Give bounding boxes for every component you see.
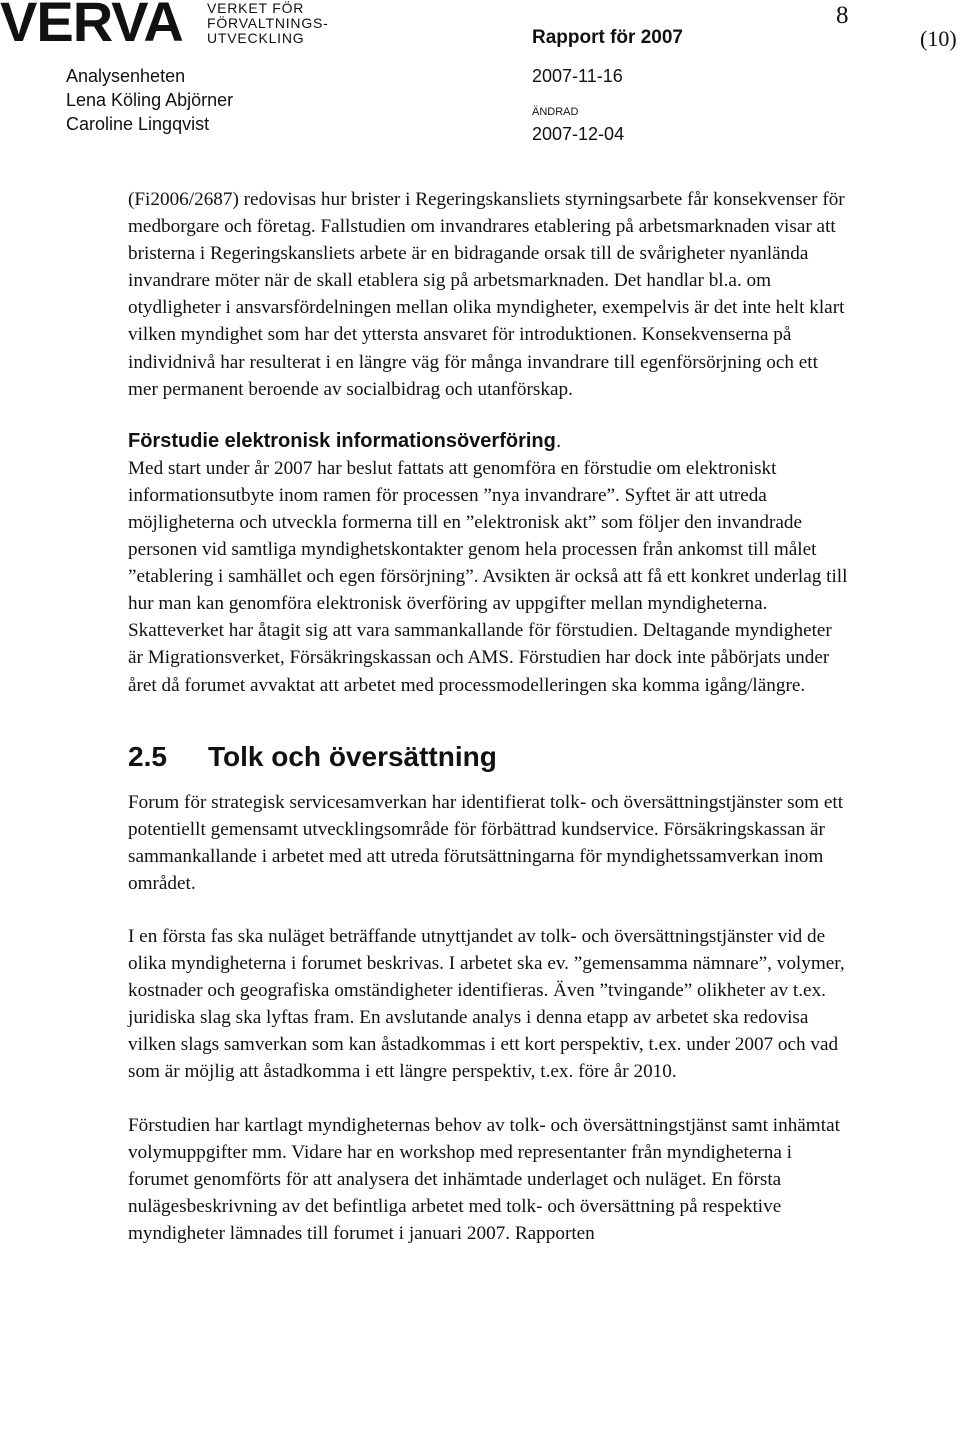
chapter-heading	[128, 739, 850, 775]
paragraph-4: I en första fas ska nuläget beträffande utnyttjandet av tolk- och översättningstjänster vid de olika myndigheterna i forumet beskrivas. I arbetet ska ev. ”gemensamma nämnare”, volymer, kostnader och geografiska omständigheter identifieras. Även ”tvingande” olikheter av t.ex. juridiska slag ska lyftas fram. En avslutande analys i denna etapp av arbetet ska redovisa vilken slags samverkan som kan åstadkommas i ett kort perspektiv, t.ex. under 2007 och vad som är möjlig att åstadkomma i ett längre perspektiv, t.ex. före år 2010.	[128, 925, 845, 1083]
section-heading-forstudie	[128, 427, 850, 455]
report-title: Rapport för 2007	[532, 27, 683, 48]
changed-label: ÄNDRAD	[532, 106, 579, 118]
logo-line-3: UTVECKLING	[207, 30, 305, 46]
verva-logo	[0, 0, 360, 52]
section-heading-text: Förstudie elektronisk informationsöverföring	[128, 429, 556, 452]
logo-line-2: FÖRVALTNINGS-	[207, 15, 329, 31]
chapter-title: Tolk och översättning	[208, 740, 497, 772]
author-1: Lena Köling Abjörner	[66, 90, 234, 110]
page-number: 8	[836, 2, 849, 29]
paragraph-1: (Fi2006/2687) redovisas hur brister i Regeringskansliets styrningsarbete får konsekvenser för medborgare och företag. Fallstudien om invandrares etablering på arbetsmarknaden visar att bristerna i Regeringskansliets arbete är en bidragande orsak till de svårigheter nyanlända invandrare möter när de skall etablera sig på arbetsmarknaden. Det handlar bl.a. om otydligheter i ansvarsfördelningen mellan olika myndigheter, exempelvis är det inte helt klart vilken myndighet som har det yttersta ansvaret för introduktionen. Konsekvenserna på individnivå har resulterat i en längre väg för många invandrare till egenförsörjning och ett mer permanent beroende av socialbidrag och utanförskap.	[128, 189, 845, 400]
changed-date: 2007-12-04	[532, 124, 625, 144]
paragraph-2: Med start under år 2007 har beslut fattats att genomföra en förstudie om elektroniskt informationsutbyte inom ramen för processen ”nya invandrare”. Syftet är att utreda möjligheterna och utveckla formerna till en ”elektronisk akt” som följer den invandrade personen vid samtliga myndighetskontakter genom hela processen från ankomst till målet ”etablering i samhället och egen försörjning”. Avsikten är också att få ett konkret underlag till hur man kan genomföra elektronisk överföring av uppgifter mellan myndigheterna. Skatteverket har åtagit sig att vara sammankallande för förstudien. Deltagande myndigheter är Migrationsverket, Försäkringskassan och AMS. Förstudien har dock inte påbörjats under året då forumet avvaktat att arbetet med processmodelleringen ska komma igång/längre.	[128, 457, 848, 696]
section-heading-period: .	[555, 429, 562, 452]
body-text	[128, 186, 850, 1247]
logo-subtitle	[207, 1, 329, 46]
author-2: Caroline Lingqvist	[66, 114, 210, 134]
department: Analysenheten	[66, 66, 186, 86]
paragraph-3: Forum för strategisk servicesamverkan har identifierat tolk- och översättningstjänster som ett potentiellt gemensamt utvecklingsområde för förbättrad kundservice. Försäkringskassan är sammankallande i arbetet med att utreda förutsättningarna för myndighetssamverkan inom området.	[128, 791, 844, 894]
report-date: 2007-11-16	[532, 66, 623, 86]
logo-line-1: VERKET FÖR	[207, 0, 305, 16]
paragraph-5: Förstudien har kartlagt myndigheternas behov av tolk- och översättningstjänst samt inhämtat volymuppgifter mm. Vidare har en workshop med representanter från myndigheterna i forumet genomförts för att analysera det inhämtade underlaget och nuläget. En första nulägesbeskrivning av det befintliga arbetet med tolk- och översättning på respektive myndigheter lämnades till forumet i januari 2007. Rapporten	[128, 1114, 840, 1244]
page-total: (10)	[920, 26, 957, 51]
author-block	[66, 64, 233, 136]
logo-wordmark: VERVA	[0, 0, 183, 53]
chapter-number: 2.5	[128, 740, 167, 772]
